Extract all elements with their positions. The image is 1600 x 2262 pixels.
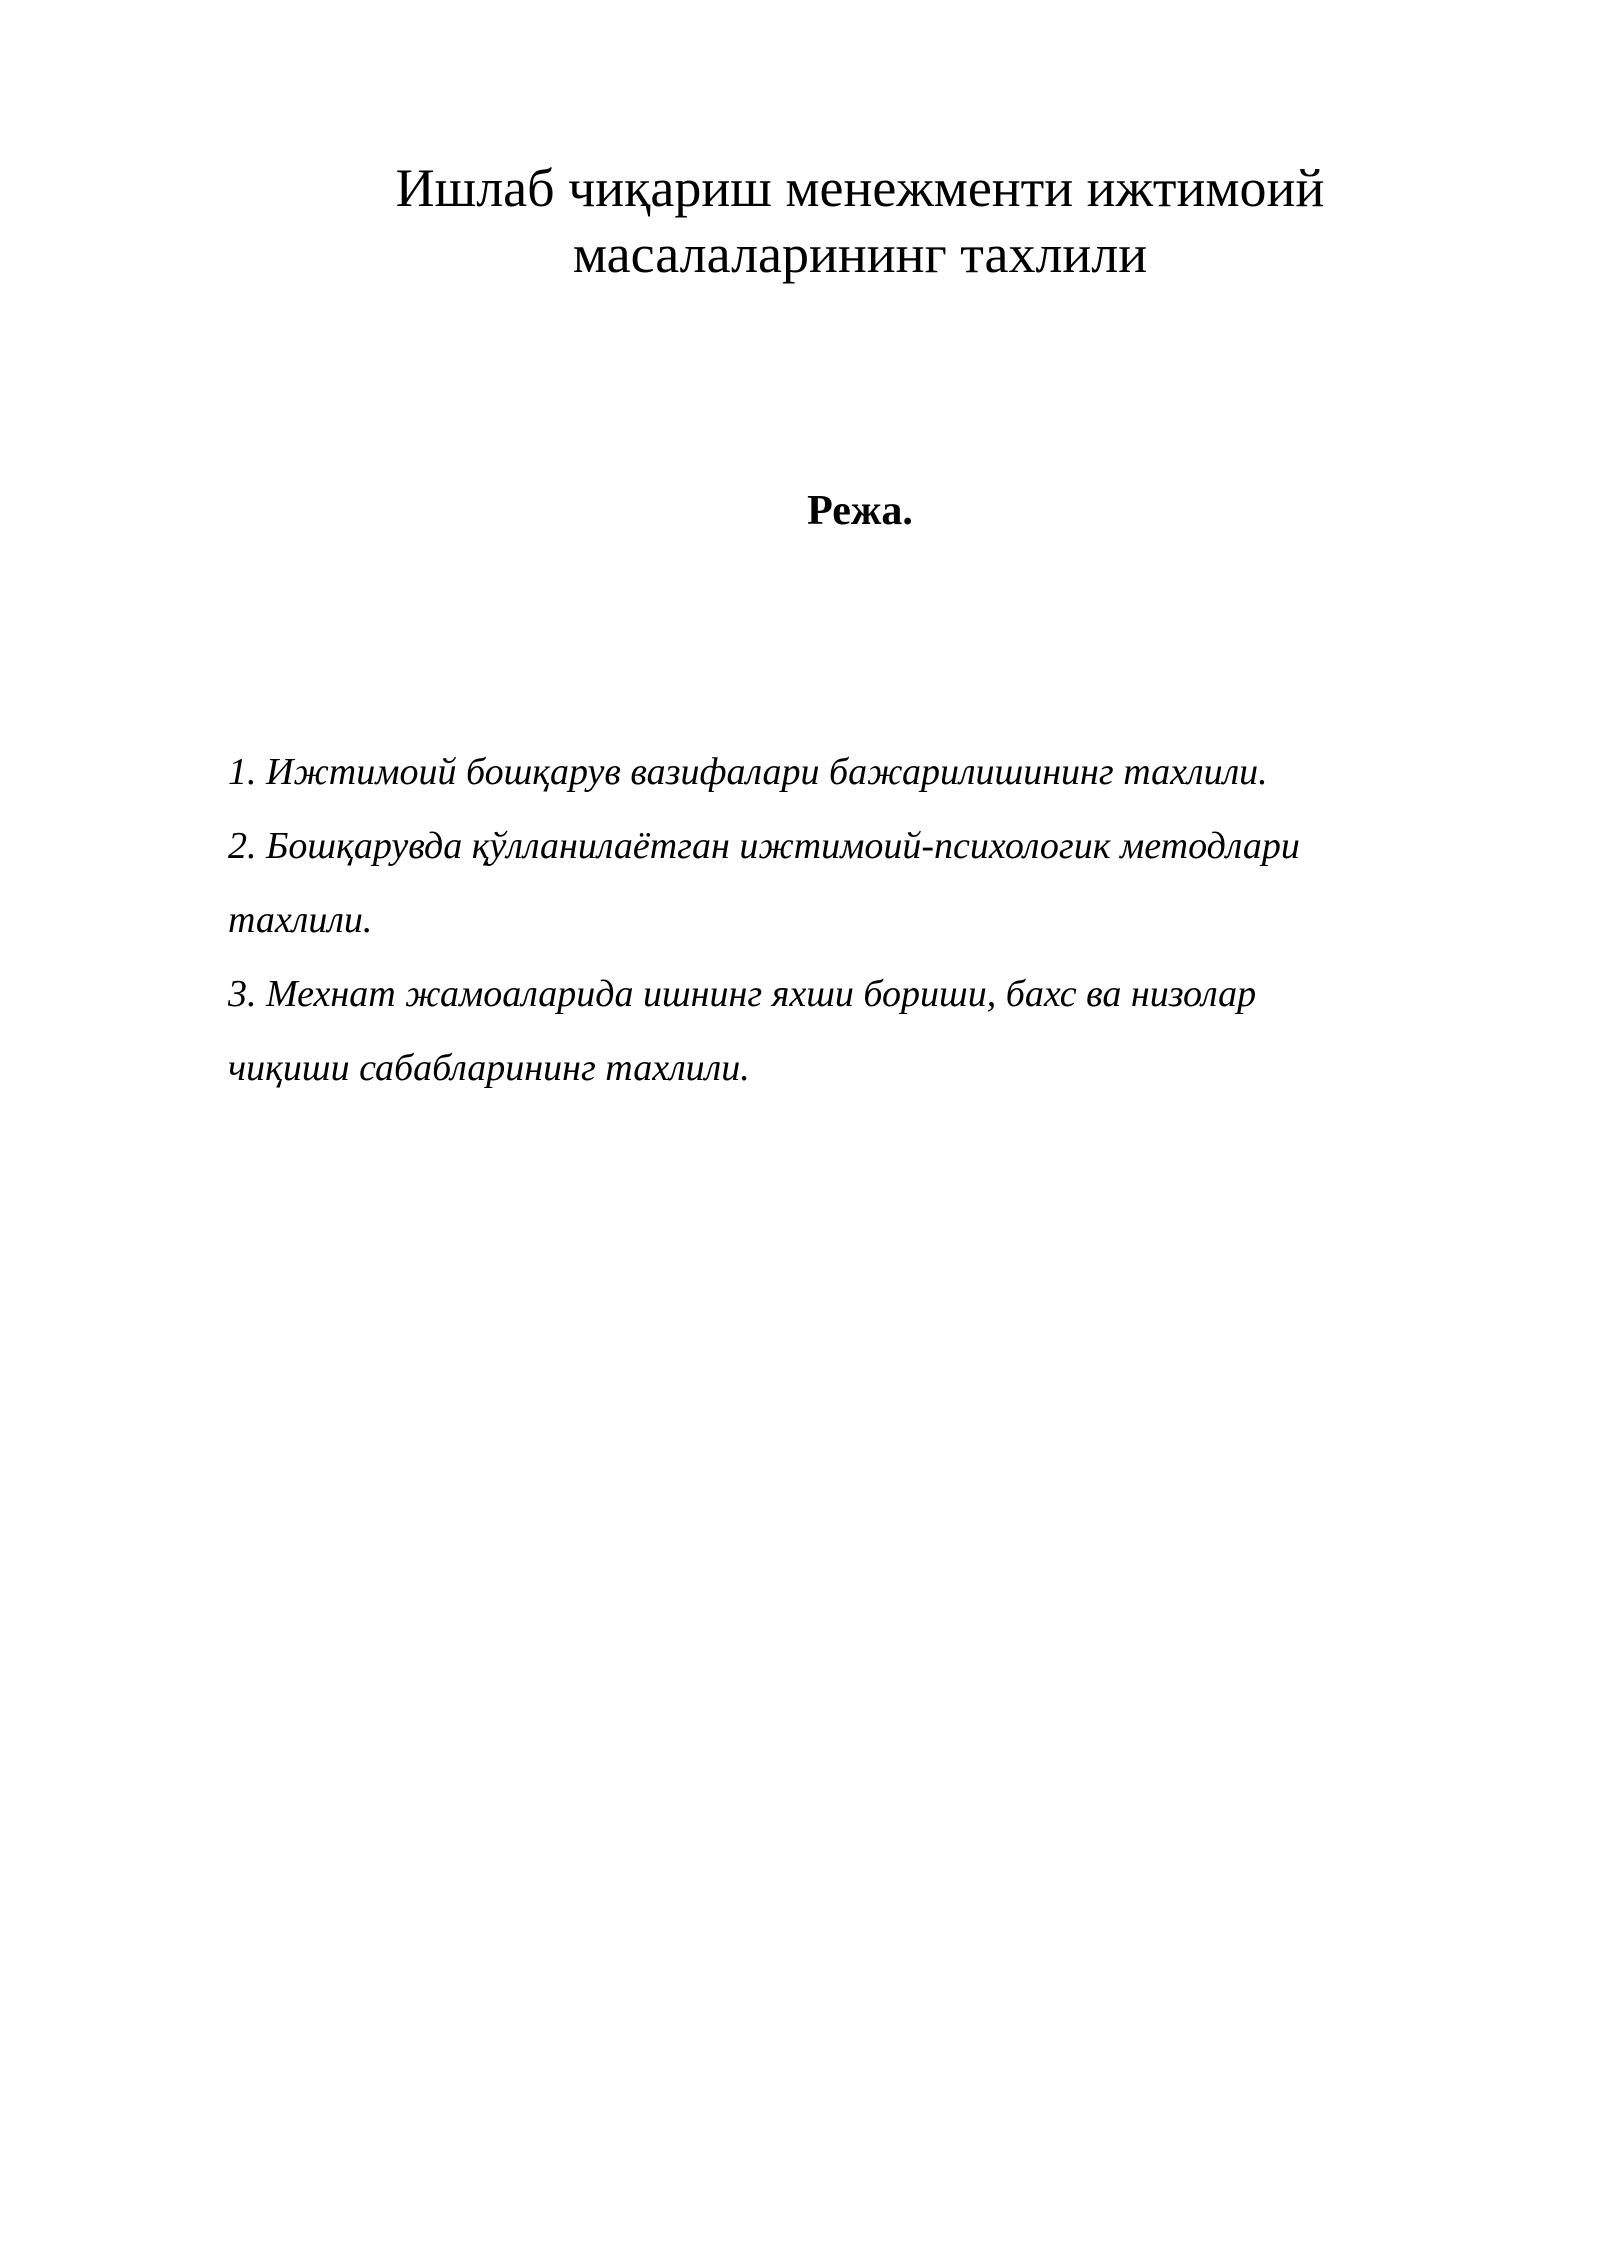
- plan-item-3-line-1: 3. Мехнат жамоаларида ишнинг яхши бориши, бахс ва низолар: [228, 973, 1257, 1015]
- plan-item-2: [228, 809, 1478, 957]
- title-line-1: Ишлаб чиқариш менежменти ижтимоий: [395, 158, 1325, 218]
- plan-list: [228, 735, 1478, 1105]
- document-title: [300, 155, 1420, 287]
- plan-item-3-line-2: чиқиши сабабларининг тахлили.: [228, 1047, 750, 1089]
- title-line-2: масалаларининг тахлили: [572, 224, 1148, 284]
- plan-item-3: [228, 957, 1478, 1105]
- plan-item-2-line-2: тахлили.: [228, 899, 373, 941]
- plan-item-1-line-1: 1. Ижтимоий бошқарув вазифалари бажарилишининг тахлили.: [228, 751, 1268, 793]
- plan-item-2-line-1: 2. Бошқарувда қўлланилаётган ижтимоий-психологик методлари: [228, 825, 1300, 867]
- plan-item-1: [228, 735, 1478, 809]
- plan-heading: Режа.: [807, 488, 913, 534]
